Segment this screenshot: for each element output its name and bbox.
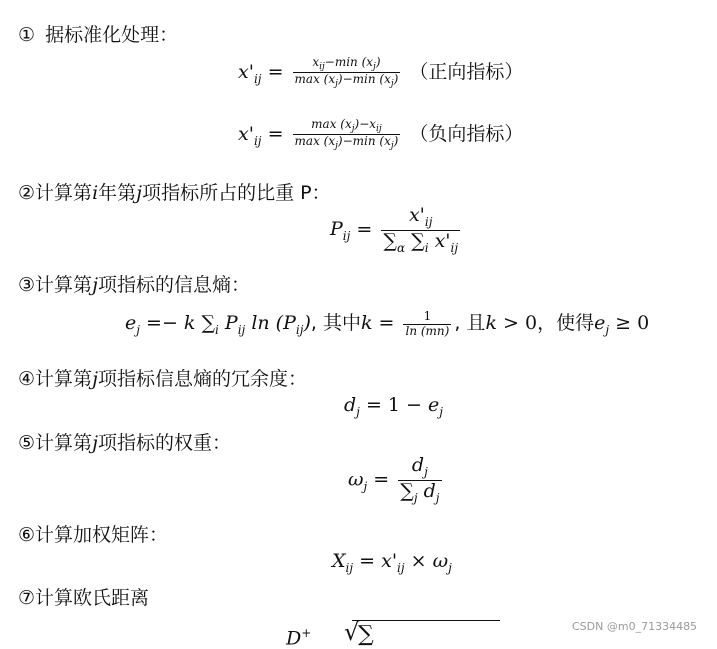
- step-2-var-i: i: [92, 182, 99, 204]
- step-5-tail: 项指标的权重：: [97, 432, 231, 454]
- positive-normalization-fraction: $\frac{x_{ij}-\min (x_j)}{\max (x_j)-\min (x_j)}$: [294, 55, 399, 90]
- entropy-formula: $e_j =- k$ $\sum_i$ $P_{ij}$ $\ln (P_{ij})$, 其中k = $\frac{1}{\ln (mn)}$ , 且k > 0，使得$e_j \ge 0$: [125, 308, 650, 338]
- step-5-var-j: j: [92, 432, 98, 454]
- step-4-marker: ④: [18, 368, 36, 390]
- step-1-marker: ①: [18, 24, 36, 46]
- step-3-marker: ③: [18, 274, 36, 296]
- negative-normalization-formula: $x'_{ij}$ = $\frac{\max (x_j)-x_{ij}}{\max (x_j)-\min (x_j)}$ （负向指标）: [238, 117, 524, 152]
- step-2-var-j: j: [136, 182, 143, 204]
- distance-sqrt-sign: √: [344, 618, 360, 646]
- entropy-text-and: , 且: [454, 312, 486, 334]
- step-4-label: 计算第: [35, 368, 93, 390]
- step-7-marker: ⑦: [18, 587, 36, 609]
- step-6-marker: ⑥: [18, 524, 36, 546]
- csdn-watermark: CSDN @m0_71334485: [572, 620, 698, 633]
- proportion-fraction: $\frac{x'_{ij}}{\sum_\alpha \sum_i x'_{ij}}$: [383, 204, 459, 255]
- step-5-heading: [18, 428, 231, 455]
- step-2-heading: [18, 178, 331, 205]
- step-2-label: 计算第: [35, 182, 93, 204]
- step-4-tail: 项指标信息熵的冗余度：: [97, 368, 307, 390]
- step-3-var-j: j: [92, 274, 98, 296]
- distance-sum: ∑: [358, 622, 374, 647]
- weight-fraction: $\frac{d_j}{\sum_j d_j}$: [400, 454, 440, 505]
- proportion-formula: $P_{ij}$ = $\frac{x'_{ij}}{\sum_\alpha \sum_i x'_{ij}}$: [330, 204, 459, 255]
- positive-normalization-formula: $x'_{ij}$ = $\frac{x_{ij}-\min (x_j)}{\max (x_j)-\min (x_j)}$ （正向指标）: [238, 55, 524, 90]
- distance-lhs: D: [286, 627, 302, 649]
- entropy-k-fraction: $\frac{1}{\ln (mn)}$: [405, 308, 450, 338]
- positive-indicator-note: （正向指标）: [409, 60, 524, 83]
- distance-formula: D+: [286, 626, 312, 649]
- step-5-marker: ⑤: [18, 432, 36, 454]
- step-4-var-j: j: [92, 368, 98, 390]
- step-1-label: 据标准化处理：: [45, 24, 179, 46]
- step-1-heading: [18, 20, 178, 47]
- negative-normalization-fraction: $\frac{\max (x_j)-x_{ij}}{\max (x_j)-\min (x_j)}$: [294, 117, 399, 152]
- step-2-marker: ②: [18, 182, 36, 204]
- step-3-tail: 项指标的信息熵：: [97, 274, 250, 296]
- step-6-label: 计算加权矩阵：: [35, 524, 169, 546]
- distance-sqrt-bar: [352, 620, 500, 621]
- negative-indicator-note: （负向指标）: [409, 122, 524, 145]
- entropy-text-so: ，使得: [537, 312, 595, 334]
- step-2-tail: 项指标所占的比重 P：: [142, 182, 331, 204]
- weighted-matrix-formula: $X_{ij} = x'_{ij} \times \omega_j$: [332, 550, 452, 575]
- step-7-label: 计算欧氏距离: [35, 587, 150, 609]
- step-7-heading: [18, 583, 149, 610]
- step-6-heading: [18, 520, 168, 547]
- redundancy-rhs: 1 −: [387, 394, 422, 416]
- step-3-heading: [18, 270, 250, 297]
- step-2-mid: 年第: [98, 182, 137, 204]
- step-5-label: 计算第: [35, 432, 93, 454]
- redundancy-formula: $d_j = 1 - e_j$: [344, 394, 444, 419]
- step-4-heading: [18, 364, 307, 391]
- entropy-text-where: , 其中: [310, 312, 361, 334]
- step-3-label: 计算第: [35, 274, 93, 296]
- weight-formula: $\omega_j$ = $\frac{d_j}{\sum_j d_j}$: [348, 454, 440, 505]
